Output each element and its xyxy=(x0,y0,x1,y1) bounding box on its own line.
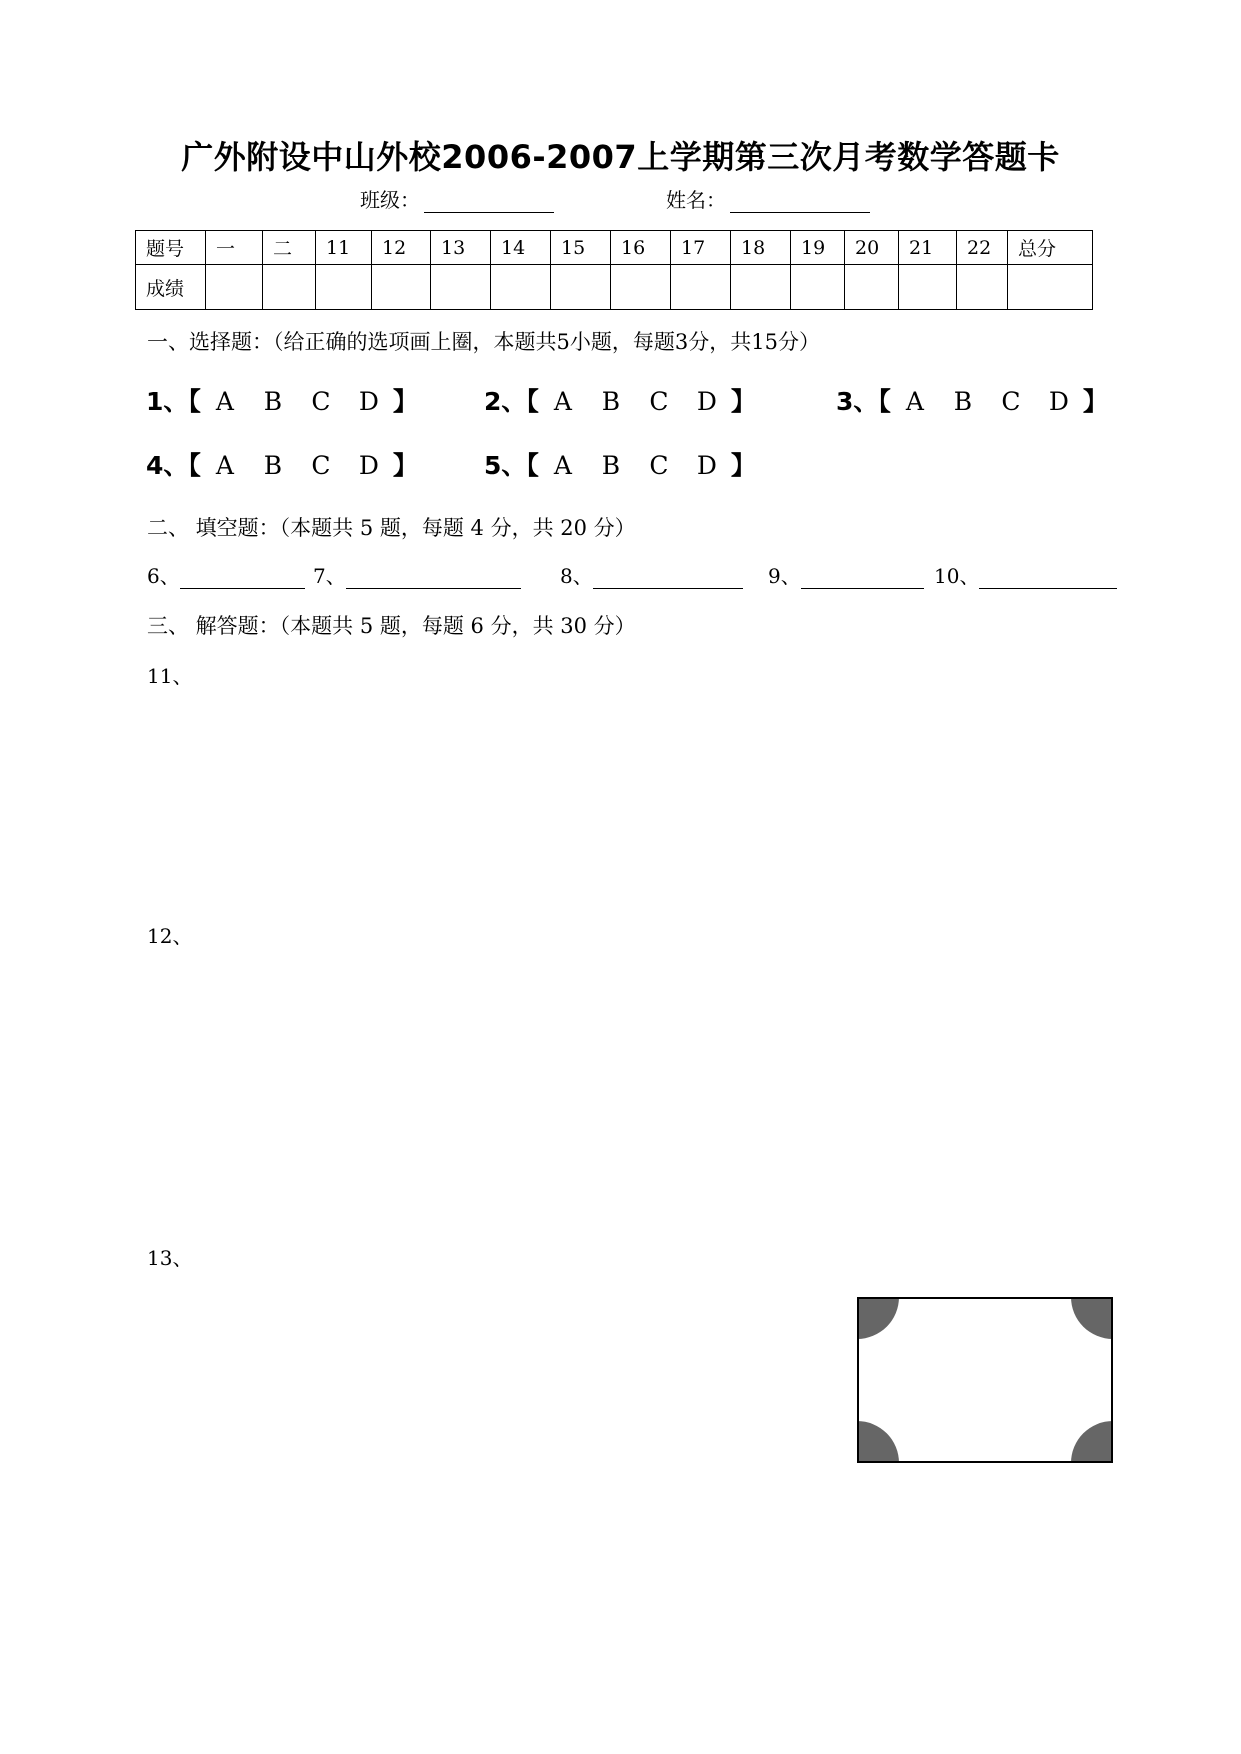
mc-bracket-open: 【 xyxy=(188,387,201,416)
mc-option-b[interactable]: B xyxy=(263,387,283,416)
score-cell[interactable] xyxy=(845,265,899,310)
fill-blank[interactable] xyxy=(801,568,924,589)
score-cell[interactable] xyxy=(611,265,671,310)
mc-number: 1、 xyxy=(146,387,189,416)
mc-option-c[interactable]: C xyxy=(649,451,669,480)
score-table-header: 21 xyxy=(899,231,957,265)
fill-blank[interactable] xyxy=(180,568,305,589)
mc-option-b[interactable]: B xyxy=(953,387,973,416)
score-table xyxy=(135,230,1093,310)
mc-question-4 xyxy=(146,446,418,482)
score-table-header: 15 xyxy=(551,231,611,265)
question-11-label: 11、 xyxy=(147,664,193,688)
score-cell[interactable] xyxy=(263,265,316,310)
score-table-score-row xyxy=(136,265,1093,310)
fill-item-8 xyxy=(560,560,743,589)
fill-item-7 xyxy=(313,560,521,589)
section2-heading: 二、 填空题：（本题共 5 题，每题 4 分，共 20 分） xyxy=(147,516,636,540)
fill-item-9 xyxy=(768,560,924,589)
mc-bracket-close: 】 xyxy=(392,451,418,480)
name-label: 姓名： xyxy=(666,188,726,212)
corner-quarter-circle-bottom-left xyxy=(857,1421,899,1463)
corner-quarter-circle-top-left xyxy=(857,1297,899,1339)
mc-bracket-open: 【 xyxy=(188,451,201,480)
name-blank[interactable] xyxy=(730,192,870,213)
mc-option-b[interactable]: B xyxy=(263,451,283,480)
mc-bracket-open: 【 xyxy=(526,451,539,480)
score-cell[interactable] xyxy=(491,265,551,310)
mc-option-d[interactable]: D xyxy=(696,451,717,480)
class-field xyxy=(360,184,554,213)
score-table-header: 20 xyxy=(845,231,899,265)
mc-question-5 xyxy=(484,446,756,482)
score-cell[interactable] xyxy=(551,265,611,310)
score-table-header: 一 xyxy=(206,231,263,265)
class-label: 班级： xyxy=(360,188,420,212)
mc-option-a[interactable]: A xyxy=(215,451,234,480)
score-table-header: 22 xyxy=(957,231,1008,265)
fill-blank[interactable] xyxy=(593,568,743,589)
section3-heading: 三、 解答题：（本题共 5 题，每题 6 分，共 30 分） xyxy=(147,614,636,638)
score-row-label: 成绩 xyxy=(136,265,206,310)
mc-option-b[interactable]: B xyxy=(601,451,621,480)
score-table-header: 题号 xyxy=(136,231,206,265)
score-cell[interactable] xyxy=(731,265,791,310)
score-cell[interactable] xyxy=(431,265,491,310)
section1-heading: 一、选择题：（给正确的选项画上圈，本题共5小题，每题3分，共15分） xyxy=(147,330,820,354)
score-cell[interactable] xyxy=(372,265,431,310)
mc-bracket-open: 【 xyxy=(526,387,539,416)
score-table-header: 17 xyxy=(671,231,731,265)
class-blank[interactable] xyxy=(424,192,554,213)
mc-option-d[interactable]: D xyxy=(358,387,379,416)
score-cell[interactable] xyxy=(671,265,731,310)
rectangle-figure xyxy=(857,1297,1113,1463)
mc-bracket-close: 】 xyxy=(392,387,418,416)
name-field xyxy=(666,184,870,213)
fill-number: 9、 xyxy=(768,564,801,588)
corner-quarter-circle-bottom-right xyxy=(1071,1421,1113,1463)
mc-question-2 xyxy=(484,382,756,418)
mc-option-b[interactable]: B xyxy=(601,387,621,416)
mc-number: 5、 xyxy=(484,451,527,480)
score-cell[interactable] xyxy=(316,265,372,310)
score-cell[interactable] xyxy=(791,265,845,310)
score-table-header: 19 xyxy=(791,231,845,265)
mc-bracket-close: 】 xyxy=(730,451,756,480)
fill-item-6 xyxy=(147,560,305,589)
fill-number: 10、 xyxy=(934,564,980,588)
fill-item-10 xyxy=(934,560,1117,589)
figure-border xyxy=(858,1298,1112,1462)
mc-question-1 xyxy=(146,382,418,418)
mc-option-a[interactable]: A xyxy=(553,387,572,416)
mc-option-a[interactable]: A xyxy=(553,451,572,480)
mc-option-a[interactable]: A xyxy=(215,387,234,416)
mc-number: 4、 xyxy=(146,451,189,480)
score-table-header: 总分 xyxy=(1008,231,1093,265)
mc-option-a[interactable]: A xyxy=(905,387,924,416)
fill-number: 6、 xyxy=(147,564,180,588)
score-table-header: 二 xyxy=(263,231,316,265)
corner-quarter-circle-top-right xyxy=(1071,1297,1113,1339)
mc-option-d[interactable]: D xyxy=(696,387,717,416)
score-table-header: 12 xyxy=(372,231,431,265)
mc-option-c[interactable]: C xyxy=(649,387,669,416)
question-12-label: 12、 xyxy=(147,924,193,948)
score-table-header: 16 xyxy=(611,231,671,265)
score-table-header: 18 xyxy=(731,231,791,265)
fill-number: 8、 xyxy=(560,564,593,588)
mc-option-c[interactable]: C xyxy=(1001,387,1021,416)
fill-number: 7、 xyxy=(313,564,346,588)
score-cell[interactable] xyxy=(899,265,957,310)
question-13-label: 13、 xyxy=(147,1246,193,1270)
score-cell[interactable] xyxy=(206,265,263,310)
score-table-header: 13 xyxy=(431,231,491,265)
fill-blank[interactable] xyxy=(979,568,1117,589)
mc-option-d[interactable]: D xyxy=(358,451,379,480)
score-table-header: 14 xyxy=(491,231,551,265)
score-cell[interactable] xyxy=(1008,265,1093,310)
mc-bracket-close: 】 xyxy=(730,387,756,416)
mc-number: 3、 xyxy=(836,387,879,416)
mc-number: 2、 xyxy=(484,387,527,416)
score-cell[interactable] xyxy=(957,265,1008,310)
score-table-header-row xyxy=(136,231,1093,265)
mc-question-3 xyxy=(836,382,1108,418)
mc-bracket-open: 【 xyxy=(878,387,891,416)
fill-blank[interactable] xyxy=(346,568,521,589)
mc-option-c[interactable]: C xyxy=(311,387,331,416)
mc-bracket-close: 】 xyxy=(1082,387,1108,416)
mc-option-c[interactable]: C xyxy=(311,451,331,480)
score-table-header: 11 xyxy=(316,231,372,265)
mc-option-d[interactable]: D xyxy=(1048,387,1069,416)
page-title: 广外附设中山外校2006-2007上学期第三次月考数学答题卡 xyxy=(181,138,1060,176)
